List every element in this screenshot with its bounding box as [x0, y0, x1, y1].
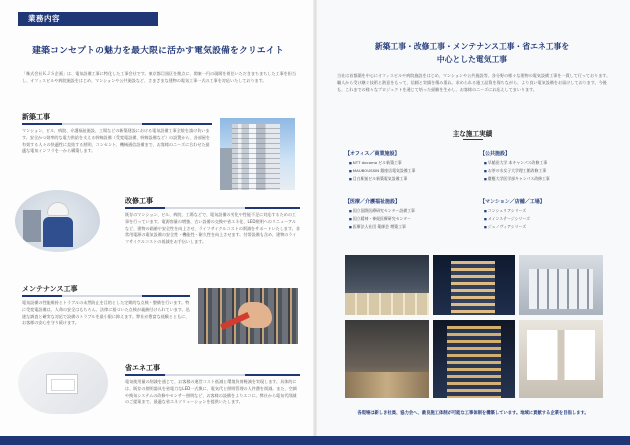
body-maintenance: 電気設備の性能維持とトラブルの未然防止を目的とした定期的な点検・整備を行います。特に受変電設備は、人命の安全はもちろん、法律に基づいた点検が義務付けられています。迅速な調査と確実な対応で設備のトラブルを最小限に抑えます。弊社が豊富な経験とともに、お客様の安心を守り続けます。	[22, 300, 190, 326]
electrical-panel-photo	[198, 288, 298, 344]
list-item: ■ 国立精神・神経医療研究センター	[349, 216, 411, 222]
heading-maintenance: メンテナンス工事	[22, 285, 78, 293]
closing-statement: 各現場は新しき社員、協力会へ、最良施工体制が可能な工事体制を構築しています。地域に貢献する企業を目指します。	[357, 411, 589, 416]
right-headline-line1: 新築工事・改修工事・メンテナンス工事・省エネ工事を	[374, 42, 570, 51]
section-tag: 業務内容	[18, 12, 158, 26]
category-office: 【オフィス／商業施設】	[345, 151, 400, 157]
list-item: ■ 早稲田大学 本キャンパス改修工事	[484, 160, 547, 166]
project-photo-facade	[519, 255, 603, 315]
list-item: ■ 国立国際医療研究センター設備工事	[349, 208, 415, 214]
project-photo-tower-night	[433, 320, 515, 398]
project-photo-lobby	[345, 255, 429, 315]
heading-energy-saving: 省エネ工事	[125, 364, 160, 372]
project-photo-room	[519, 320, 603, 398]
air-conditioner-photo	[18, 352, 108, 414]
left-intro-text: 「株式会社ＫＪＳ企画」は、電気設備工事に特化した工事会社です。東京都目黒区を拠点に、関東一円の現場を着任いただきまちまちした工事を担当し、オフィスビルや病院施設をはじめ、マンションや公共施設など、さまざまな建物の電気工事一式の工事を対応いたしております。	[22, 71, 296, 83]
list-item: ■ 医療法人社団 薬師会 増築工事	[349, 224, 406, 230]
list-item: ■ メインステージシリーズ	[484, 216, 530, 222]
left-headline: 建築コンセプトの魅力を最大限に活かす電気設備をクリエイト	[32, 46, 284, 56]
body-renovation: 既存のマンション、ビル、病院、工場などで、電気設備の劣化や性能不足に対応するための工事を行っています。電源容量の増強、古い設備の交換や省エネ化、LED照明へのリニューアルなど、建物の価値や安全性を向上させ、ライフサイクルコストの削減をサポートいたします。非常用電源の電気設備の安全性・機能性・耐久性を向上させます。付帯設備も含め、建物のライフサイクルコストの低減をお手伝いします。	[125, 212, 300, 245]
works-title-rule	[463, 139, 483, 140]
heading-rule	[125, 207, 300, 209]
category-residential: 【マンション／店舗／工場】	[480, 199, 545, 205]
project-photo-interior	[345, 320, 429, 398]
body-new-construction: マンション、ビル、病院、介護福祉施設、工場などの新築建設における電気設備工事全般を請け負います。安全かつ効率的な電力供給を支える幹線設備（受変電設備、幹線設備など）の設置から、各部屋を有効する人々の快適性に直結する照明、コンセント、機械通信設備まで、お客様のニーズに合わせた最適な電気インフラを一から構築します。	[22, 128, 210, 154]
category-public: 【公共施設】	[480, 151, 511, 157]
category-medical: 【医療／介護福祉施設】	[345, 199, 401, 205]
right-headline-line2: 中心とした電気工事	[436, 55, 508, 64]
right-headline	[337, 40, 607, 66]
heading-rule	[22, 123, 212, 125]
heading-new-construction: 新築工事	[22, 113, 50, 121]
works-title: 主な施工実績	[452, 130, 493, 138]
bottom-band	[0, 436, 630, 445]
body-energy-saving: 電気使用量の削減を通じて、お客様の運営コスト低減と環境負荷軽減を実現します。具体的には、既存の照明器具を省電力なLED一式換に、電気代と照明管理の人件費を削減。また、空調や換気システムの改修やセンサー照明など、お客様の設備をよりエコに。弊社から電気代削減のご提案まで、最適な省エネソリューションを提供いたします。	[125, 379, 297, 405]
worker-photo	[15, 190, 100, 252]
list-item: ■ NTT docomo ビル新築工事	[349, 160, 402, 166]
building-photo	[220, 118, 295, 190]
right-page	[315, 0, 630, 445]
heading-rule	[125, 374, 300, 376]
list-item: ■ お茶の水女子大学理工館改修工事	[484, 168, 546, 174]
page-fold	[313, 0, 317, 445]
list-item: ■ MAUBOUSSIN 銀座店電気設備工事	[349, 168, 415, 174]
heading-rule	[22, 295, 190, 297]
project-photo-night-building	[433, 255, 515, 315]
right-intro-text: 当社は首都圏を中心にオフィスビルや病院施設をはじめ、マンションや公共施設等、各分野の様々な建物の電気設備工事を一貫して行っております。職人から受け継ぐ技術と熱意をもって、信頼と実績を積み重ね、求められる施工品質を保ちながら、より良い電気設備をお届けしております。今後も、これまでの様々なプロジェクトを通じて培った経験を生かし、お客様のニーズにお応えしてまいります。	[337, 73, 611, 92]
list-item: ■ ジェノヴィアシリーズ	[484, 224, 526, 230]
list-item: ■ 慶應大学医学部キャンパス改修工事	[484, 176, 550, 182]
list-item: ■ 目白駅前ビル新築電気設備工事	[349, 176, 407, 182]
heading-renovation: 改修工事	[125, 197, 153, 205]
list-item: ■ コンシェリアシリーズ	[484, 208, 526, 214]
